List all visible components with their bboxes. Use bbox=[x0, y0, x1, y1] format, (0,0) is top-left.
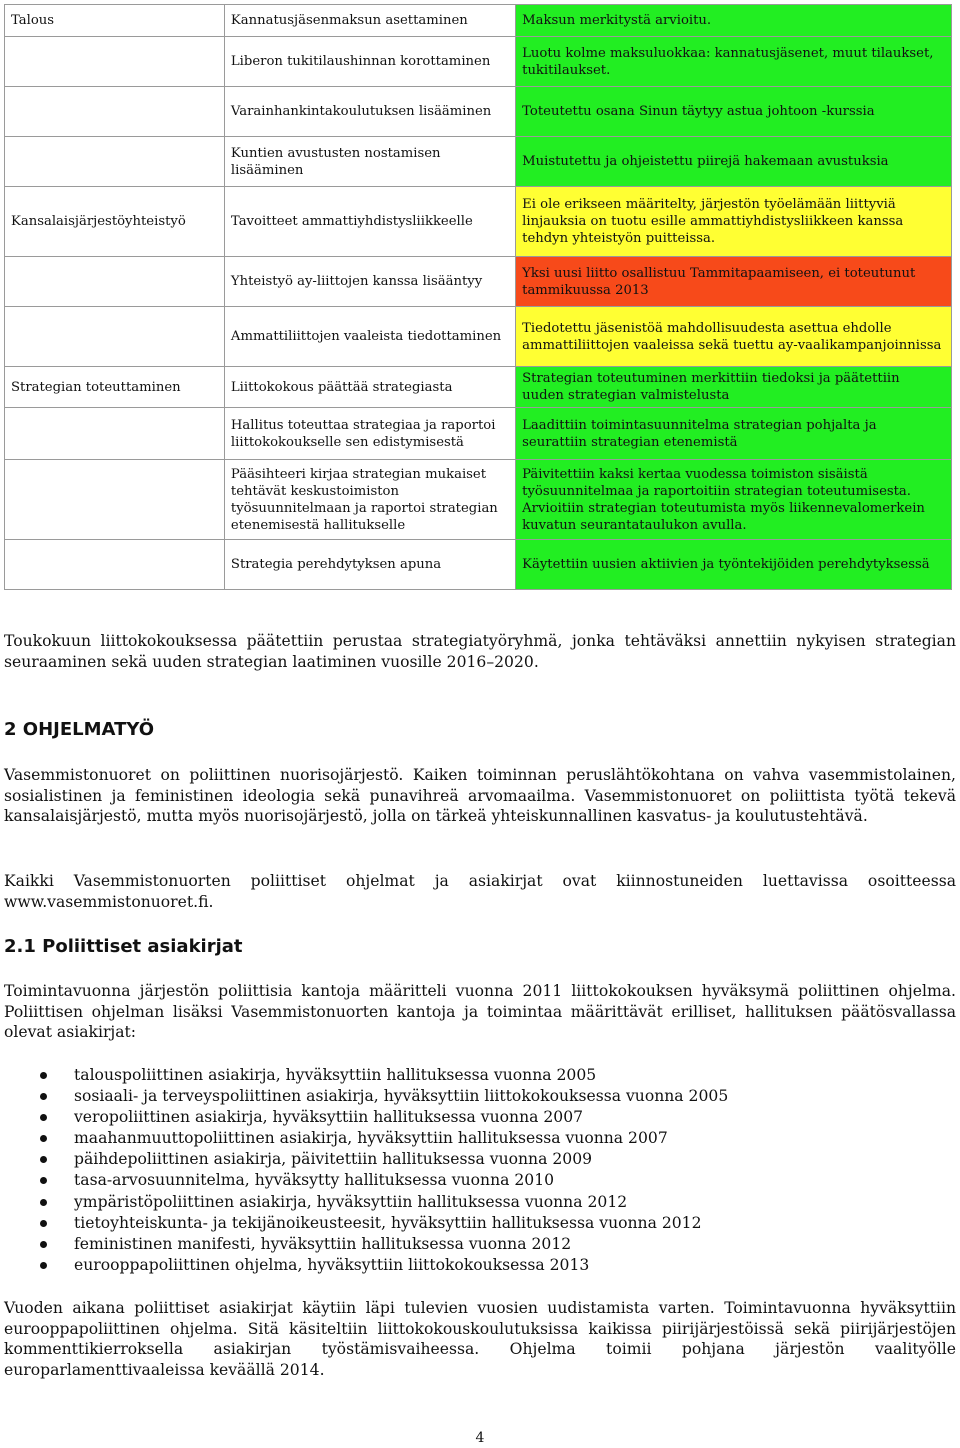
goal-cell: Pääsihteeri kirjaa strategian mukaiset tehtävät keskustoimiston työsuunnitelmaan ja raportoi strategian etenemisestä hallitukselle bbox=[224, 460, 515, 540]
political-documents-list bbox=[4, 1065, 728, 1276]
goal-cell: Strategia perehdytyksen apuna bbox=[224, 540, 515, 590]
table-row bbox=[5, 307, 952, 367]
result-cell: Käytettiin uusien aktiivien ja työntekijöiden perehdytyksessä bbox=[516, 540, 952, 590]
goal-cell: Varainhankintakoulutuksen lisääminen bbox=[224, 87, 515, 137]
result-cell: Ei ole erikseen määritelty, järjestön työelämään liittyviä linjauksia on tuotu esille ammattiyhdistysliikkeen kanssa tehdyn yhteistyön puitteissa. bbox=[516, 187, 952, 257]
list-item: maahanmuuttopoliittinen asiakirja, hyväksyttiin hallituksessa vuonna 2007 bbox=[74, 1128, 728, 1149]
section-2-paragraph-2: Kaikki Vasemmistonuorten poliittiset ohjelmat ja asiakirjat ovat kiinnostuneiden luettavissa osoitteessa www.vasemmistonuoret.fi. bbox=[4, 872, 956, 911]
result-cell: Tiedotettu jäsenistöä mahdollisuudesta asettua ehdolle ammattiliittojen vaaleissa sekä tuettu ay-vaalikampanjoinnissa bbox=[516, 307, 952, 367]
section-2-1-paragraph-2: Vuoden aikana poliittiset asiakirjat käytiin läpi tulevien vuosien uudistamista varten. Toimintavuonna hyväksyttiin eurooppapoliittinen ohjelma. Sitä käsiteltiin liittokokouskoulutuksissa kaikissa piirijärjestöissä sekä piirijärjestöjen kommenttikierroksella asiakirjan työstämisvaiheessa. Ohjelma toimii pohjana järjestön vaalityölle europarlamenttivaaleissa keväällä 2014. bbox=[4, 1299, 956, 1379]
section-2-1-paragraph-1: Toimintavuonna järjestön poliittisia kantoja määritteli vuonna 2011 liittokokouksen hyväksymä poliittinen ohjelma. Poliittisen ohjelman lisäksi Vasemmistonuorten kantoja ja toimintaa määrittävät erilliset, hallituksen päätösvallassa olevat asiakirjat: bbox=[4, 982, 956, 1041]
list-item: veropoliittinen asiakirja, hyväksyttiin hallituksessa vuonna 2007 bbox=[74, 1107, 728, 1128]
section-2-paragraph-1: Vasemmistonuoret on poliittinen nuorisojärjestö. Kaiken toiminnan peruslähtökohtana on vahva vasemmistolainen, sosialistinen ja feministinen ideologia sekä punavihreä arvomaailma. Vasemmistonuoret on poliittista työtä tekevä kansalaisjärjestö, mutta myös nuorisojärjestö, jolla on tärkeä yhteiskunnallinen kasvatus- ja koulutustehtävä. bbox=[4, 766, 956, 825]
table-row bbox=[5, 137, 952, 187]
list-item: tietoyhteiskunta- ja tekijänoikeusteesit, hyväksyttiin hallituksessa vuonna 2012 bbox=[74, 1213, 728, 1234]
area-cell bbox=[5, 37, 225, 87]
area-cell bbox=[5, 137, 225, 187]
list-item: feministinen manifesti, hyväksyttiin hallituksessa vuonna 2012 bbox=[74, 1234, 728, 1255]
evaluation-table-wrapper bbox=[4, 4, 952, 590]
strategy-note-paragraph: Toukokuun liittokokouksessa päätettiin perustaa strategiatyöryhmä, jonka tehtäväksi annettiin nykyisen strategian seuraaminen sekä uuden strategian laatiminen vuosille 2016–2020. bbox=[4, 632, 956, 671]
goal-cell: Tavoitteet ammattiyhdistysliikkeelle bbox=[224, 187, 515, 257]
table-row bbox=[5, 257, 952, 307]
list-item: talouspoliittinen asiakirja, hyväksyttiin hallituksessa vuonna 2005 bbox=[74, 1065, 728, 1086]
goal-cell: Kuntien avustusten nostamisen lisääminen bbox=[224, 137, 515, 187]
result-cell: Muistutettu ja ohjeistettu piirejä hakemaan avustuksia bbox=[516, 137, 952, 187]
goal-cell: Liberon tukitilaushinnan korottaminen bbox=[224, 37, 515, 87]
area-cell: Kansalaisjärjestöyhteistyö bbox=[5, 187, 225, 257]
result-cell: Toteutettu osana Sinun täytyy astua johtoon -kurssia bbox=[516, 87, 952, 137]
table-row bbox=[5, 460, 952, 540]
result-cell: Yksi uusi liitto osallistuu Tammitapaamiseen, ei toteutunut tammikuussa 2013 bbox=[516, 257, 952, 307]
table-row bbox=[5, 5, 952, 37]
list-item: päihdepoliittinen asiakirja, päivitettiin hallituksessa vuonna 2009 bbox=[74, 1149, 728, 1170]
result-cell: Päivitettiin kaksi kertaa vuodessa toimiston sisäistä työsuunnitelmaa ja raportoitiin strategian toteutumisesta. Arvioitiin strategian toteutumista myös liikennevalomerkein kuvatun seurantataulukon avulla. bbox=[516, 460, 952, 540]
list-item: tasa-arvosuunnitelma, hyväksytty hallituksessa vuonna 2010 bbox=[74, 1170, 728, 1191]
result-cell: Laadittiin toimintasuunnitelma strategian pohjalta ja seurattiin strategian etenemistä bbox=[516, 408, 952, 460]
table-row bbox=[5, 187, 952, 257]
area-cell: Talous bbox=[5, 5, 225, 37]
area-cell bbox=[5, 257, 225, 307]
list-item: eurooppapoliittinen ohjelma, hyväksyttiin liittokokouksessa 2013 bbox=[74, 1255, 728, 1276]
goal-cell: Yhteistyö ay-liittojen kanssa lisääntyy bbox=[224, 257, 515, 307]
evaluation-table-body bbox=[5, 5, 952, 590]
result-cell: Strategian toteutuminen merkittiin tiedoksi ja päätettiin uuden strategian valmistelusta bbox=[516, 367, 952, 408]
area-cell bbox=[5, 87, 225, 137]
list-item: ympäristöpoliittinen asiakirja, hyväksyttiin hallituksessa vuonna 2012 bbox=[74, 1192, 728, 1213]
table-row bbox=[5, 367, 952, 408]
table-row bbox=[5, 37, 952, 87]
section-2-heading: 2 OHJELMATYÖ bbox=[4, 719, 155, 740]
page-number: 4 bbox=[475, 1430, 485, 1446]
goal-cell: Hallitus toteuttaa strategiaa ja raportoi liittokokoukselle sen edistymisestä bbox=[224, 408, 515, 460]
goal-cell: Liittokokous päättää strategiasta bbox=[224, 367, 515, 408]
result-cell: Luotu kolme maksuluokkaa: kannatusjäsenet, muut tilaukset, tukitilaukset. bbox=[516, 37, 952, 87]
area-cell bbox=[5, 408, 225, 460]
table-row bbox=[5, 540, 952, 590]
area-cell bbox=[5, 307, 225, 367]
evaluation-table bbox=[4, 4, 952, 590]
table-row bbox=[5, 408, 952, 460]
area-cell bbox=[5, 460, 225, 540]
goal-cell: Ammattiliittojen vaaleista tiedottaminen bbox=[224, 307, 515, 367]
table-row bbox=[5, 87, 952, 137]
goal-cell: Kannatusjäsenmaksun asettaminen bbox=[224, 5, 515, 37]
list-item: sosiaali- ja terveyspoliittinen asiakirja, hyväksyttiin liittokokouksessa vuonna 2005 bbox=[74, 1086, 728, 1107]
result-cell: Maksun merkitystä arvioitu. bbox=[516, 5, 952, 37]
area-cell: Strategian toteuttaminen bbox=[5, 367, 225, 408]
area-cell bbox=[5, 540, 225, 590]
section-2-1-heading: 2.1 Poliittiset asiakirjat bbox=[4, 936, 243, 957]
